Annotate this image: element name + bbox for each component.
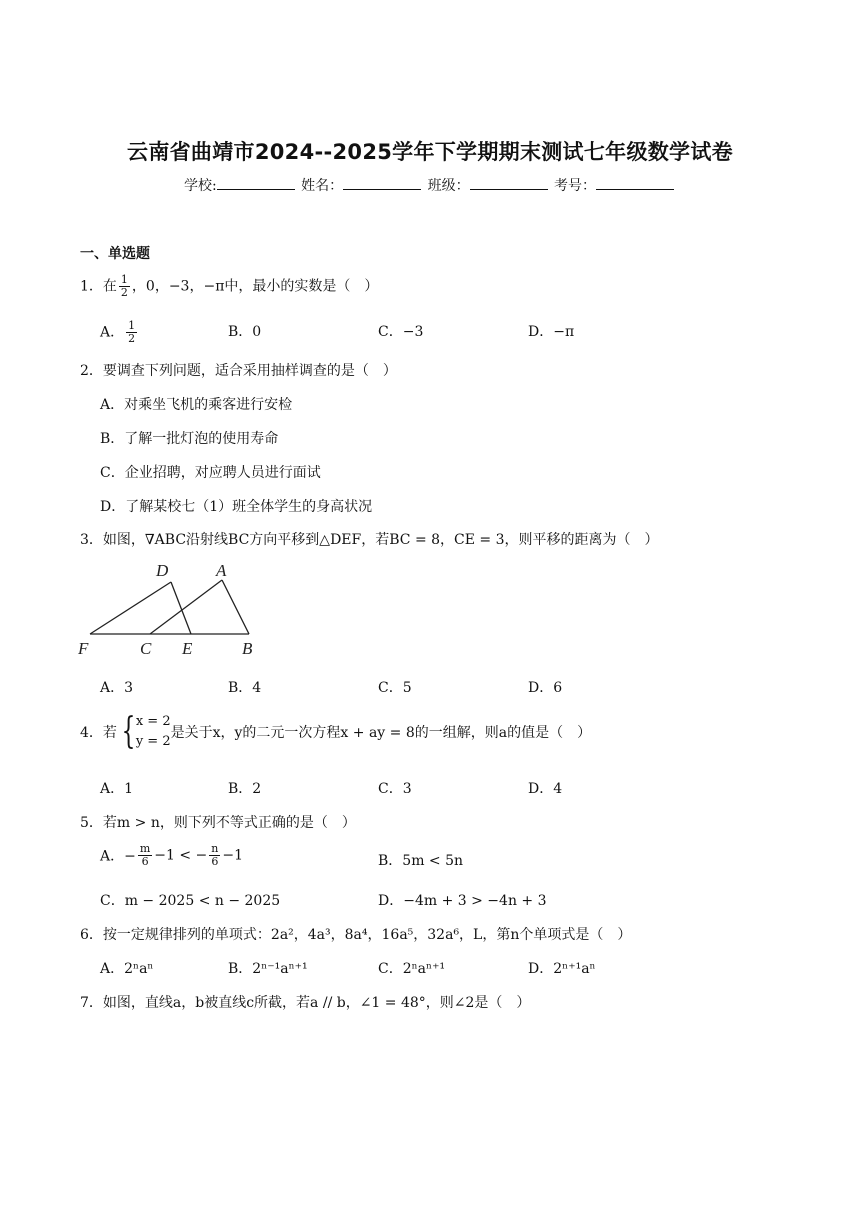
- q5-a-frac-2: [209, 843, 220, 868]
- class-blank: [470, 177, 548, 190]
- question-4-stem: [80, 712, 591, 752]
- label-b: B: [242, 639, 253, 658]
- q1-a-frac-den: 2: [128, 332, 136, 345]
- q5-a-mid: −1 < −: [154, 847, 208, 864]
- q2-option-d: D．了解某校七（1）班全体学生的身高状况: [100, 499, 373, 515]
- line-ab: [222, 580, 249, 634]
- label-d: D: [156, 561, 169, 580]
- label-a: A: [216, 561, 227, 580]
- question-2-stem: 2．要调查下列问题，适合采用抽样调查的是（ ）: [80, 363, 397, 379]
- q1-rest: ，0，−3，−π中，最小的实数是（ ）: [131, 278, 379, 295]
- q5-option-c: C．m − 2025 < n − 2025: [100, 893, 281, 909]
- q1-frac-den: 2: [120, 286, 128, 299]
- q3-triangle-lines: [90, 580, 249, 634]
- question-6-stem: 6．按一定规律排列的单项式：2a²，4a³，8a⁴，16a⁵，32a⁶，L，第n个单项式是（ ）: [80, 927, 632, 943]
- q2-option-b: B．了解一批灯泡的使用寿命: [100, 431, 279, 447]
- q1-option-a: [100, 320, 139, 345]
- q1-a-frac-num: 1: [128, 319, 136, 332]
- q1-prefix: 1．在: [80, 278, 117, 295]
- q1-option-d: D．−π: [528, 324, 575, 340]
- q1-frac-num: 1: [120, 273, 128, 286]
- q3-triangle-figure: [74, 558, 274, 662]
- exam-title: 云南省曲靖市2024--2025学年下学期期末测试七年级数学试卷: [127, 140, 733, 164]
- q4-option-d: D．4: [528, 781, 563, 797]
- label-f: F: [78, 639, 89, 658]
- q5-a-f1-den: 6: [141, 855, 149, 868]
- q4-rest: 是关于x，y的二元一次方程x + ay = 8的一组解，则a的值是（ ）: [170, 725, 592, 741]
- student-info-line: [0, 175, 860, 195]
- school-blank: [217, 177, 295, 190]
- exam-number-label: 考号：: [554, 178, 597, 194]
- question-1-stem: [80, 274, 378, 299]
- q1-option-a-label: A．: [100, 324, 125, 341]
- q4-option-c: C．3: [378, 781, 412, 797]
- q5-a-post: −1: [222, 847, 244, 864]
- question-3-stem: 3．如图，∇ABC沿射线BC方向平移到△DEF，若BC = 8，CE = 3，则平移的距离为（ ）: [80, 532, 659, 548]
- q3-option-b: B．4: [228, 680, 262, 696]
- exam-number-blank: [596, 177, 674, 190]
- q5-a-f1-num: m: [139, 842, 151, 855]
- label-c: C: [140, 639, 152, 658]
- q4-option-b: B．2: [228, 781, 262, 797]
- name-blank: [343, 177, 421, 190]
- q6-option-c: C．2ⁿaⁿ⁺¹: [378, 961, 446, 977]
- q1-option-c: C．−3: [378, 324, 424, 340]
- q4-system: [136, 712, 171, 752]
- q2-option-a: A．对乘坐飞机的乘客进行安检: [100, 397, 293, 413]
- q5-option-a: [100, 843, 243, 868]
- q4-eq1: x = 2: [135, 714, 171, 729]
- q4-option-a: A．1: [100, 781, 134, 797]
- q6-option-d: D．2ⁿ⁺¹aⁿ: [528, 961, 596, 977]
- q4-eq2: y = 2: [135, 734, 171, 749]
- line-de: [171, 582, 191, 634]
- school-label: 学校:: [183, 178, 217, 194]
- q6-option-a: A．2ⁿaⁿ: [100, 961, 154, 977]
- q1-option-b: B．0: [228, 324, 262, 340]
- q5-option-d: D．−4m + 3 > −4n + 3: [378, 893, 547, 909]
- question-7-stem: 7．如图，直线a，b被直线c所截，若a // b，∠1 = 48°，则∠2是（ ）: [80, 995, 531, 1011]
- q5-a-frac-1: [138, 843, 152, 868]
- q4-brace: {: [121, 711, 136, 752]
- q5-a-prefix: A．−: [100, 848, 136, 865]
- q4-prefix: 4．若: [80, 725, 117, 741]
- q5-a-f2-den: 6: [211, 855, 219, 868]
- q3-option-d: D．6: [528, 680, 563, 696]
- q5-a-f2-num: n: [211, 842, 219, 855]
- section-heading: 一、单选题: [80, 246, 150, 262]
- q3-option-c: C．5: [378, 680, 412, 696]
- q5-option-b: B．5m < 5n: [378, 853, 464, 869]
- q6-option-b: B．2ⁿ⁻¹aⁿ⁺¹: [228, 961, 308, 977]
- q1-fraction: [119, 274, 130, 299]
- name-label: 姓名：: [301, 178, 344, 194]
- q1-option-a-fraction: [126, 320, 137, 345]
- q2-option-c: C．企业招聘，对应聘人员进行面试: [100, 465, 321, 481]
- label-e: E: [182, 639, 193, 658]
- question-5-stem: 5．若m > n，则下列不等式正确的是（ ）: [80, 815, 356, 831]
- q3-option-a: A．3: [100, 680, 134, 696]
- line-fd: [90, 582, 171, 634]
- class-label: 班级：: [427, 178, 470, 194]
